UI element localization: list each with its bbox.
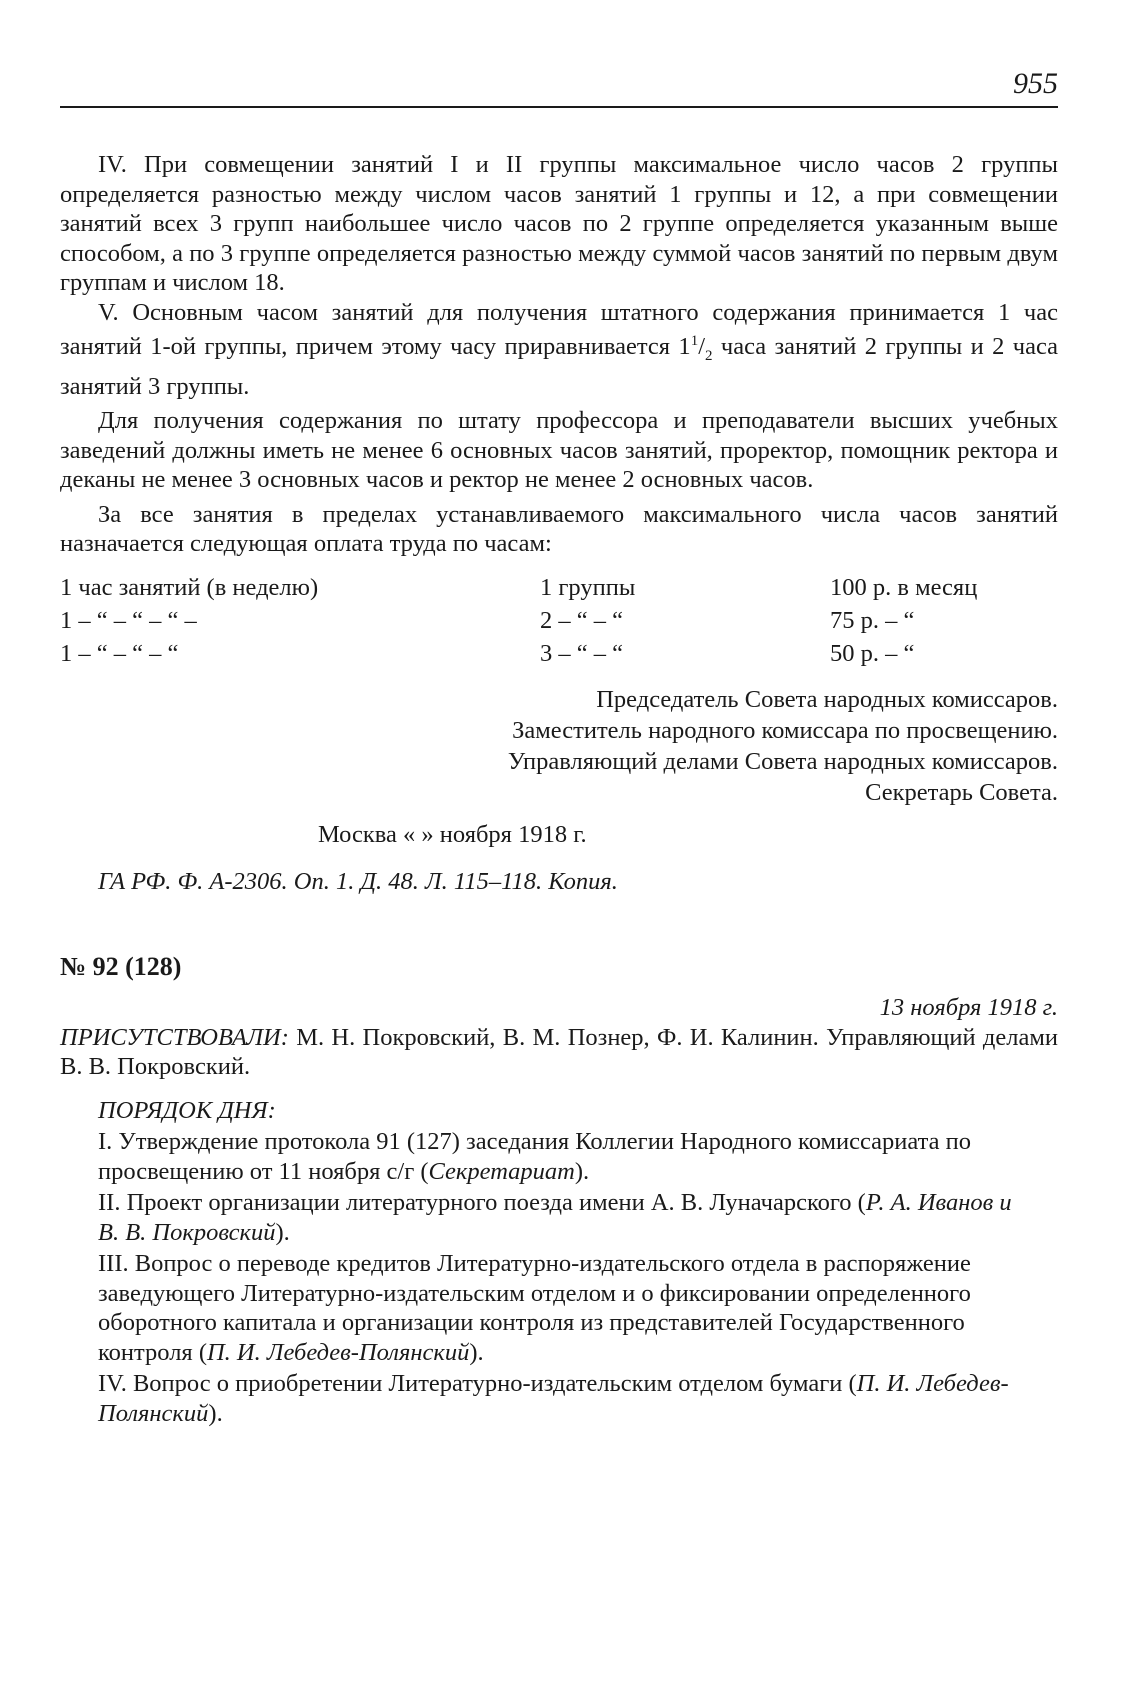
signature-line: Председатель Совета народных комиссаров.: [596, 685, 1058, 713]
paragraph-payment-intro: За все занятия в пределах устанавливаемого максимального числа часов занятий назначается следующая оплата труда по часам:: [60, 500, 1058, 558]
attendees-list: М. Н. Покровский, В. М. Познер, Ф. И. Калинин. Управляющий делами В. В. Покровский.: [60, 1023, 1058, 1081]
text-body: [60, 150, 1058, 1428]
pay-hours: 1 – “ – “ – “ –: [60, 606, 197, 634]
agenda-heading: ПОРЯДОК ДНЯ:: [98, 1096, 276, 1124]
document-date: 13 ноября 1918 г.: [879, 994, 1058, 1022]
agenda-item-text: III. Вопрос о переводе кредитов Литературно-издательского отдела в распоряжение заведующего Литературно-издательским отделом и о фиксировании определенного оборотного капитала и организации контроля из представителей Государственного контроля (: [98, 1250, 971, 1366]
agenda: [98, 1096, 1018, 1429]
pay-amount: 50 р. – “: [830, 639, 915, 667]
agenda-item-text: II. Проект организации литературного поезда имени А. В. Луначарского (: [98, 1189, 866, 1217]
agenda-item-text: I. Утверждение протокола 91 (127) заседания Коллегии Народного комиссариата по просвещению от 11 ноября с/г (: [98, 1128, 972, 1185]
pay-hours: 1 – “ – “ – “: [60, 639, 179, 667]
agenda-item-text: IV. Вопрос о приобретении Литературно-издательским отделом бумаги (: [98, 1370, 857, 1398]
signatures: [60, 684, 1058, 808]
signature-line: Заместитель народного комиссара по просвещению.: [512, 716, 1058, 744]
attendees-label: ПРИСУТСТВОВАЛИ:: [60, 1023, 289, 1051]
signature-line: Управляющий делами Совета народных комиссаров.: [507, 747, 1058, 775]
agenda-item-speaker: Р. А. Иванов и В. В. Покровский: [98, 1189, 1012, 1246]
agenda-item-end: ).: [574, 1157, 590, 1185]
running-header: [60, 66, 1058, 108]
page-number: 955: [1013, 67, 1058, 100]
agenda-item-speaker: П. И. Лебедев-Полянский: [206, 1338, 470, 1366]
pay-row: [60, 604, 1058, 637]
pay-group: 3 – “ – “: [540, 639, 623, 667]
agenda-item-end: ).: [208, 1399, 223, 1427]
archive-reference: ГА РФ. Ф. А-2306. Оп. 1. Д. 48. Л. 115–118. Копия.: [98, 868, 618, 896]
fraction-denominator: 2: [705, 348, 713, 365]
agenda-item-speaker: Секретариат: [428, 1157, 575, 1185]
paragraph-v: V. Основным часом занятий для получения штатного содержания принимается 1 час занятий 1-ой группы, причем этому часу приравнивается $1^1/_2$ часа занятий 2 группы и 2 часа занятий 3 группы.: [60, 298, 1058, 400]
document-number: № 92 (128): [60, 951, 182, 981]
agenda-item-end: ).: [469, 1338, 484, 1366]
paragraph-v-end: часа занятий 2 группы и 2 часа занятий 3 группы.: [60, 333, 1058, 400]
fraction-numerator: 1: [690, 333, 699, 349]
agenda-item: [98, 1188, 1018, 1247]
pay-hours: 1 час занятий (в неделю): [60, 573, 319, 601]
pay-row: [60, 571, 1058, 604]
agenda-item-end: ).: [275, 1218, 290, 1246]
pay-group: 2 – “ – “: [540, 606, 623, 634]
agenda-item: [98, 1127, 1018, 1186]
paragraph-salary: Для получения содержания по штату профессора и преподаватели высших учебных заведений должны иметь не менее 6 основных часов занятий, проректор, помощник ректора и деканы не менее 3 основных часов и ректор не менее 2 основных часов.: [60, 407, 1058, 494]
paragraph-v-start: V. Основным часом занятий для получения штатного содержания принимается 1 час занятий 1-ой группы, причем этому часу приравнивается 1: [60, 298, 1058, 361]
agenda-item-speaker: П. И. Лебедев-Полянский: [98, 1370, 1009, 1427]
place-date: Москва « » ноября 1918 г.: [318, 820, 587, 848]
pay-group: 1 группы: [540, 573, 636, 601]
agenda-item: [98, 1369, 1018, 1428]
pay-table: [60, 571, 1058, 670]
pay-row: [60, 637, 1058, 670]
paragraph-iv: IV. При совмещении занятий I и II группы максимальное число часов 2 группы определяется разностью между числом часов занятий 1 группы и 12, а при совмещении занятий всех 3 групп наибольшее число часов по 2 группе определяется указанным выше способом, а по 3 группе определяется разностью между суммой часов занятий по первым двум группам и числом 18.: [60, 151, 1058, 296]
pay-amount: 100 р. в месяц: [830, 573, 978, 601]
signature-line: Секретарь Совета.: [865, 778, 1058, 806]
attendees: [60, 1023, 1058, 1082]
agenda-item: [98, 1249, 1018, 1367]
pay-amount: 75 р. – “: [830, 606, 915, 634]
